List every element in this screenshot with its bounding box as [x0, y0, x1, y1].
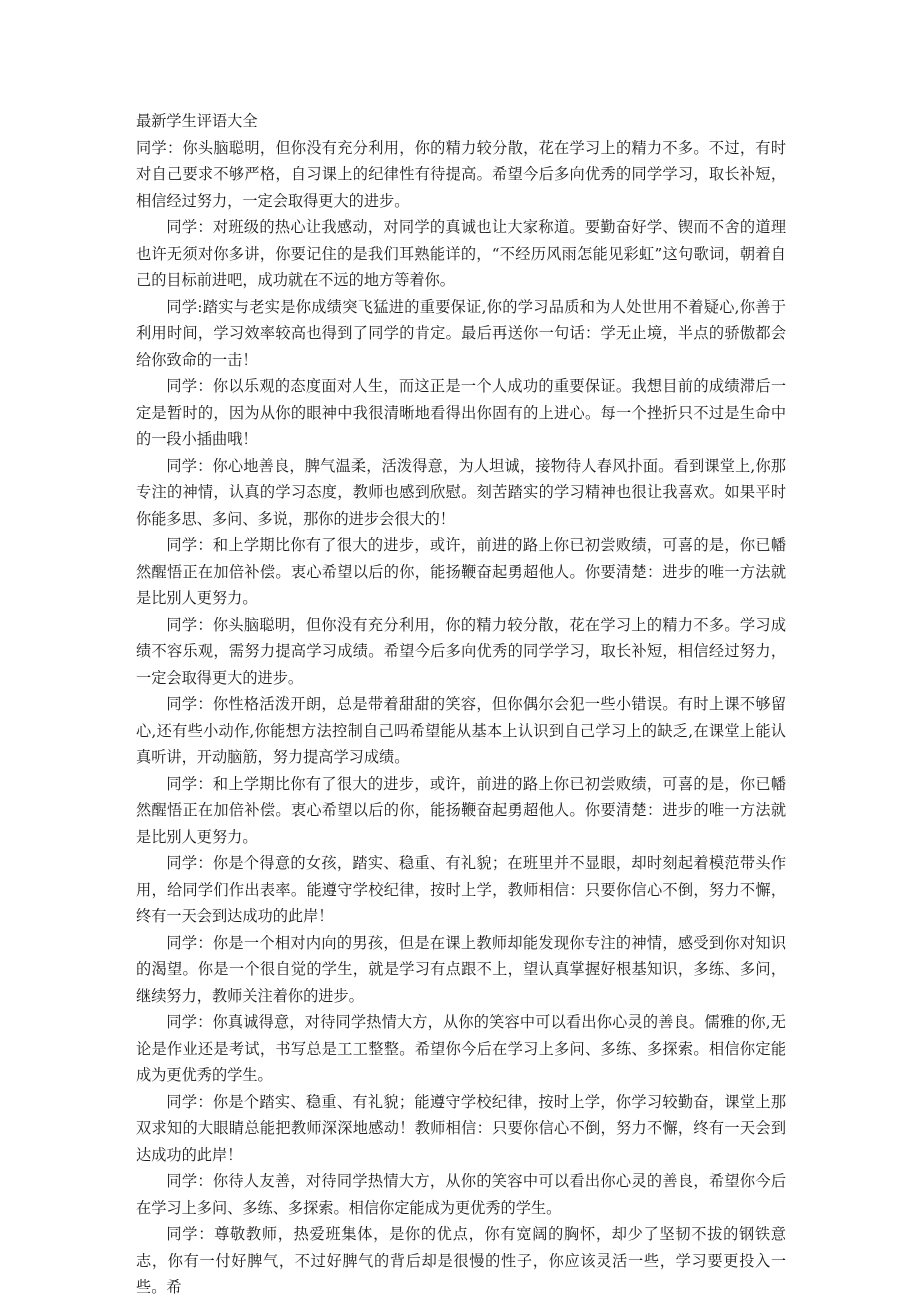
- comment-paragraph: 同学：你心地善良，脾气温柔，活泼得意，为人坦诚，接物待人春风扑面。看到课堂上,你那专注的神情，认真的学习态度，教师也感到欣慰。刻苦踏实的学习精神也很让我喜欢。如果平时你能多思、多问、多说，那你的进步会很大的！: [136, 456, 786, 528]
- document-page: [136, 108, 786, 1301]
- comment-paragraph: 同学：你真诚得意，对待同学热情大方，从你的笑容中可以看出你心灵的善良。儒雅的你,无论是作业还是考试，书写总是工工整整。希望你今后在学习上多问、多练、多探索。相信你定能成为更优秀的学生。: [136, 1013, 786, 1084]
- comment-paragraph: 同学：你以乐观的态度面对人生，而这正是一个人成功的重要保证。我想目前的成绩滞后一定是暂时的，因为从你的眼神中我很清晰地看得出你固有的上进心。每一个挫折只不过是生命中的一段小插曲哦！: [136, 377, 786, 448]
- document-title: 最新学生评语大全: [136, 112, 258, 130]
- comment-paragraph: 同学：对班级的热心让我感动，对同学的真诚也让大家称道。要勤奋好学、锲而不舍的道理也许无须对你多讲，你要记住的是我们耳熟能详的，“不经历风雨怎能见彩虹”这句歌词，朝着自己的目标前进吧，成功就在不远的地方等着你。: [136, 218, 786, 289]
- comment-paragraph: 同学：和上学期比你有了很大的进步，或许，前进的路上你已初尝败绩，可喜的是，你已幡然醒悟正在加倍补偿。衷心希望以后的你，能扬鞭奋起勇超他人。你要清楚：进步的唯一方法就是比别人更努力。: [136, 536, 786, 607]
- comment-paragraph: 同学：尊敬教师，热爱班集体，是你的优点，你有宽阔的胸怀，却少了坚韧不拔的钢铁意志，你有一付好脾气，不过好脾气的背后却是很慢的性子，你应该灵活一些，学习要更投入一些。希: [136, 1225, 786, 1296]
- comment-paragraph: 同学：和上学期比你有了很大的进步，或许，前进的路上你已初尝败绩，可喜的是，你已幡然醒悟正在加倍补偿。衷心希望以后的你，能扬鞭奋起勇超他人。你要清楚：进步的唯一方法就是比别人更努力。: [136, 774, 786, 846]
- comment-paragraph: 同学：你是个踏实、稳重、有礼貌；能遵守学校纪律，按时上学，你学习较勤奋，课堂上那双求知的大眼睛总能把教师深深地感动！教师相信：只要你信心不倒，努力不懈，终有一天会到达成功的此岸！: [136, 1092, 786, 1164]
- comment-paragraph: 同学:踏实与老实是你成绩突飞猛进的重要保证,你的学习品质和为人处世用不着疑心,你善于利用时间，学习效率较高也得到了同学的肯定。最后再送你一句话：学无止境，半点的骄傲都会给你致命的一击！: [136, 297, 786, 369]
- comment-paragraph: 同学：你是一个相对内向的男孩，但是在课上教师却能发现你专注的神情，感受到你对知识的渴望。你是一个很自觉的学生，就是学习有点跟不上，望认真掌握好根基知识，多练、多问，继续努力，教师关注着你的进步。: [136, 933, 786, 1005]
- comment-paragraph: 同学：你性格活泼开朗，总是带着甜甜的笑容，但你偶尔会犯一些小错误。有时上课不够留心,还有些小动作,你能想方法控制自己吗希望能从基本上认识到自己学习上的缺乏,在课堂上能认真听讲，开动脑筋，努力提高学习成绩。: [136, 695, 786, 766]
- comment-paragraph: 同学：你待人友善，对待同学热情大方，从你的笑容中可以看出你心灵的善良，希望你今后在学习上多问、多练、多探索。相信你定能成为更优秀的学生。: [136, 1172, 786, 1217]
- comment-paragraph: 同学：你是个得意的女孩，踏实、稳重、有礼貌；在班里并不显眼，却时刻起着模范带头作用，给同学们作出表率。能遵守学校纪律，按时上学，教师相信：只要你信心不倒，努力不懈，终有一天会到达成功的此岸！: [136, 854, 786, 925]
- comment-paragraph: 同学：你头脑聪明，但你没有充分利用，你的精力较分散，花在学习上的精力不多。不过，有时对自己要求不够严格，自习课上的纪律性有待提高。希望今后多向优秀的同学学习，取长补短，相信经过努力，一定会取得更大的进步。: [136, 138, 786, 210]
- comment-paragraph: 同学：你头脑聪明，但你没有充分利用，你的精力较分散，花在学习上的精力不多。学习成绩不容乐观，需努力提高学习成绩。希望今后多向优秀的同学学习，取长补短，相信经过努力，一定会取得更大的进步。: [136, 615, 786, 687]
